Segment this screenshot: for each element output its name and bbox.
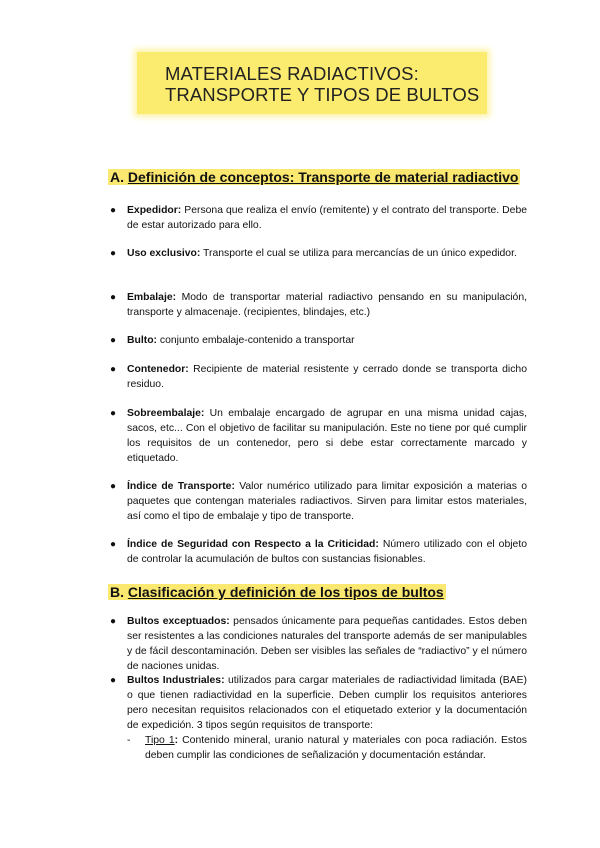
bullet-icon: ● [110, 205, 117, 216]
definition: Modo de transportar material radiactivo pensando en su manipulación, transporte y almacenaje. (recipientes, blindajes, etc.) [127, 292, 527, 318]
document-title-line-2: TRANSPORTE Y TIPOS DE BULTOS [165, 84, 480, 105]
bullet-icon: ● [110, 616, 117, 627]
list-item [110, 479, 527, 524]
definition: Un embalaje encargado de agrupar en una misma unidad cajas, sacos, etc... Con el objetivo de facilitar su manipulación. Este no tiene por qué cumplir los requisitos de un contenedor, pero si debe estar correctamente marcado y etiquetado. [127, 408, 527, 464]
dash-bullet: - [127, 735, 131, 746]
bullet-icon: ● [110, 408, 117, 419]
term: Sobreembalaje: [127, 408, 205, 419]
bullet-icon: ● [110, 335, 117, 346]
term: Embalaje: [127, 292, 177, 303]
term: Índice de Seguridad con Respecto a la Criticidad: [127, 539, 379, 550]
definition: Transporte el cual se utiliza para mercancías de un único expedidor. [200, 248, 517, 259]
section-a-letter: A. [110, 169, 124, 185]
bullet-icon: ● [110, 364, 117, 375]
definition: conjunto embalaje-contenido a transportar [157, 335, 355, 346]
sub-list-item [127, 733, 527, 763]
list-item [110, 203, 527, 233]
definition: Contenido mineral, uranio natural y materiales con poca radiación. Estos deben cumplir las condiciones de señalización y documentación estándar. [145, 735, 527, 761]
list-item [110, 290, 527, 320]
bullet-icon: ● [110, 539, 117, 550]
bullet-icon: ● [110, 675, 117, 686]
section-a-heading [108, 169, 520, 185]
definition: Valor numérico utilizado para limitar exposición a materias o paquetes que contengan materiales radiactivos. Sirven para limitar estos materiales, así como el tipo de embalaje y tipo de transporte. [127, 481, 527, 522]
definition: Número utilizado con el objeto de controlar la acumulación de bultos con sustancias fisionables. [127, 539, 527, 565]
term: Índice de Transporte: [127, 481, 235, 492]
term: Expedidor: [127, 205, 182, 216]
section-a-title: Definición de conceptos: Transporte de material radiactivo [127, 169, 519, 185]
definition: utilizados para cargar materiales de radiactividad limitada (BAE) o que tienen radiactividad en la superficie. Deben cumplir los requisitos anteriores pero necesitan requisitos relacionados con el etiquetado exterior y la documentación de expedición. 3 tipos según requisitos de transporte: [127, 675, 527, 731]
term: Bultos exceptuados: [127, 616, 230, 627]
list-item [110, 333, 527, 348]
definition: pensados únicamente para pequeñas cantidades. Estos deben ser resistentes a las condiciones naturales del transporte además de ser manipulables y de fácil descontaminación. Deben ser visibles las señales de “radiactivo” y el número de naciones unidas. [127, 616, 527, 672]
tipo-colon: : [174, 735, 179, 746]
list-item [110, 537, 527, 567]
list-item [110, 614, 527, 674]
document-title-line-1: MATERIALES RADIACTIVOS: [165, 63, 419, 84]
tipo-label: Tipo 1 [145, 735, 175, 746]
term: Uso exclusivo: [127, 248, 201, 259]
bullet-icon: ● [110, 292, 117, 303]
bullet-icon: ● [110, 481, 117, 492]
definition: Recipiente de material resistente y cerrado donde se transporta dicho residuo. [127, 364, 527, 390]
definition: Persona que realiza el envío (remitente) y el contrato del transporte. Debe de estar autorizado para ello. [127, 205, 527, 231]
section-b-letter: B. [110, 584, 124, 600]
document-title-box [137, 52, 487, 114]
list-item [110, 673, 527, 733]
list-item [110, 406, 527, 466]
term: Contenedor: [127, 364, 189, 375]
bullet-icon: ● [110, 248, 117, 259]
term: Bultos Industriales: [127, 675, 225, 686]
term: Bulto: [127, 335, 158, 346]
list-item [110, 362, 527, 392]
section-b-heading [108, 584, 446, 600]
section-b-title: Clasificación y definición de los tipos de bultos [127, 584, 444, 600]
list-item [110, 246, 527, 261]
